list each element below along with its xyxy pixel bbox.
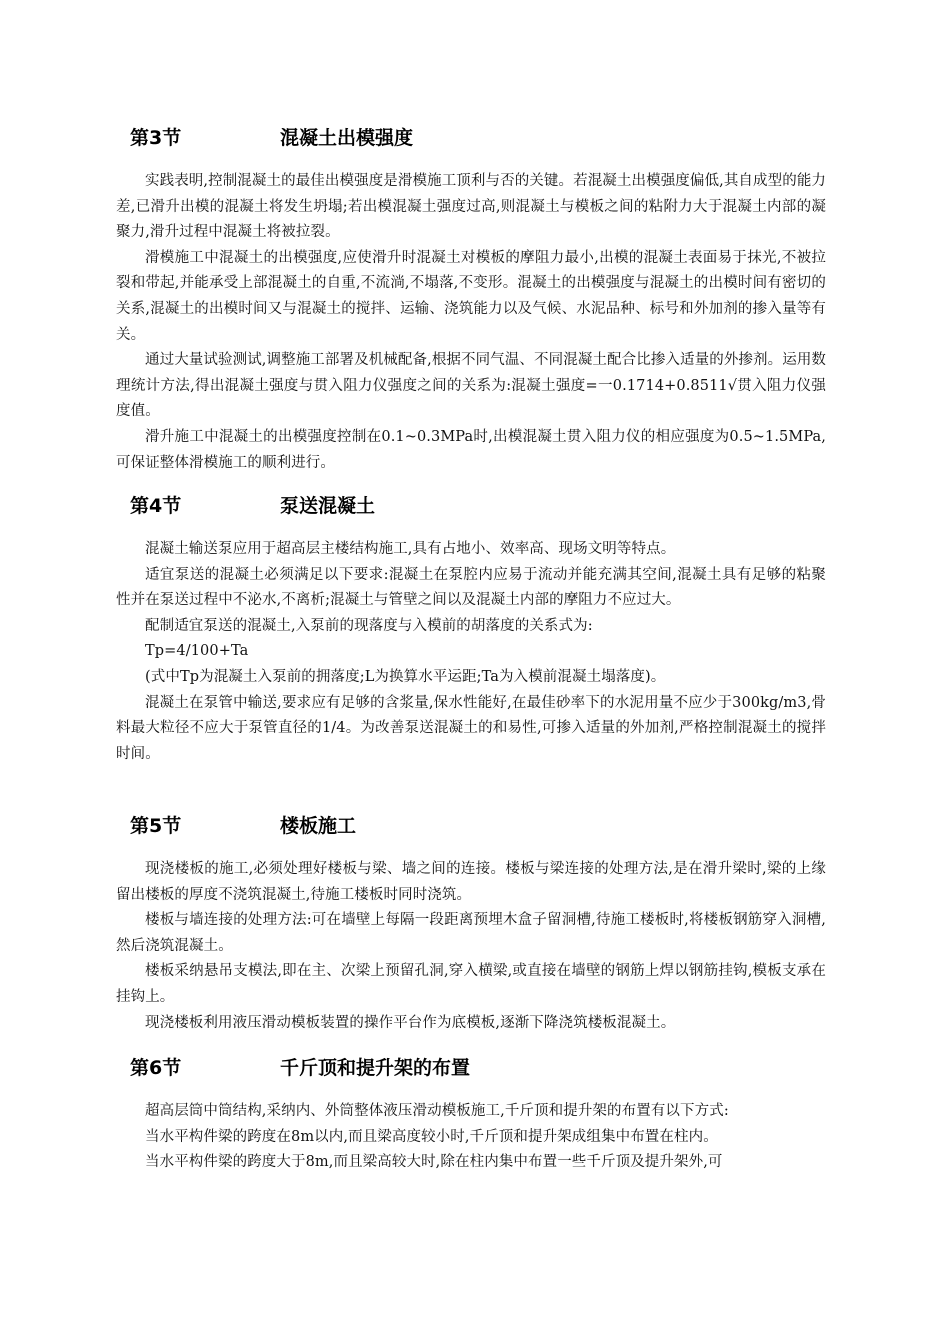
- paragraph: 实践表明,控制混凝土的最佳出模强度是滑模施工顶利与否的关键。若混凝土出模强度偏低,其自成型的能力差,已滑升出模的混凝土将发生坍塌;若出模混凝土强度过高,则混凝土与模板之间的粘附力大于混凝土内部的凝聚力,滑升过程中混凝土将被拉裂。: [116, 173, 827, 241]
- paragraph: (式中Tp为混凝土入泵前的拥落度;L为换算水平运距;Ta为入模前混凝土塌落度)。: [145, 668, 666, 685]
- section-number: 第5节: [130, 815, 182, 837]
- section-heading: [116, 811, 826, 841]
- section-heading: [116, 1053, 826, 1083]
- section-5: [116, 811, 826, 1036]
- paragraph: 通过大量试验测试,调整施工部署及机械配备,根据不同气温、不同混凝土配合比掺入适量的外掺剂。运用数理统计方法,得出混凝土强度与贯入阻力仪强度之间的关系为:混凝土强度=一0.1714+0.8511√贯入阻力仪强度值。: [116, 352, 827, 420]
- section-heading: [116, 123, 826, 153]
- paragraph: 适宜泵送的混凝土必须满足以下要求:混凝土在泵腔内应易于流动并能充满其空间,混凝土具有足够的粘聚性并在泵送过程中不泌水,不离析;混凝土与管壁之间以及混凝土内部的摩阻力不应过大。: [116, 566, 826, 609]
- paragraph: 现浇楼板利用液压滑动模板装置的操作平台作为底模板,逐渐下降浇筑楼板混凝土。: [145, 1014, 676, 1031]
- section-number: 第6节: [130, 1057, 182, 1079]
- section-4: [116, 491, 826, 767]
- paragraph: 现浇楼板的施工,必须处理好楼板与梁、墙之间的连接。楼板与梁连接的处理方法,是在滑升梁时,梁的上缘留出楼板的厚度不浇筑混凝土,待施工楼板时同时浇筑。: [116, 861, 826, 903]
- paragraph: 混凝土输送泵应用于超高层主楼结构施工,具有占地小、效率高、现场文明等特点。: [145, 541, 676, 557]
- paragraph: 混凝土在泵管中输送,要求应有足够的含浆量,保水性能好,在最佳砂率下的水泥用量不应少于300kg/m3,骨料最大粒径不应大于泵管直径的1/4。为改善泵送混凝土的和易性,可掺入适量的外加剂,严格控制混凝土的搅拌时间。: [116, 694, 826, 762]
- section-title: 楼板施工: [280, 815, 357, 837]
- section-title: 混凝土出模强度: [280, 127, 414, 149]
- section-3: [116, 123, 826, 476]
- section-heading: [116, 491, 826, 521]
- paragraph: 当水平构件梁的跨度在8m以内,而且梁高度较小时,千斤顶和提升架成组集中布置在柱内。: [145, 1128, 718, 1145]
- formula: Tp=4/100+Ta: [145, 643, 249, 660]
- section-number: 第3节: [130, 127, 182, 149]
- section-title: 泵送混凝土: [280, 495, 376, 517]
- paragraph: 超高层筒中筒结构,采纳内、外筒整体液压滑动模板施工,千斤顶和提升架的布置有以下方式:: [145, 1103, 729, 1119]
- paragraph: 当水平构件梁的跨度大于8m,而且梁高较大时,除在柱内集中布置一些千斤顶及提升架外,可: [145, 1154, 723, 1171]
- paragraph: 滑升施工中混凝土的出模强度控制在0.1~0.3MPa时,出模混凝土贯入阻力仪的相应强度为0.5~1.5MPa,可保证整体滑模施工的顺利进行。: [116, 428, 826, 471]
- paragraph: 楼板采纳悬吊支模法,即在主、次梁上预留孔洞,穿入横梁,或直接在墙壁的钢筋上焊以钢筋挂钩,模板支承在挂钩上。: [116, 963, 826, 1005]
- paragraph: 滑模施工中混凝土的出模强度,应使滑升时混凝土对模板的摩阻力最小,出模的混凝土表面易于抹光,不被拉裂和带起,并能承受上部混凝土的自重,不流淌,不塌落,不变形。混凝土的出模强度与混凝土的出模时间有密切的关系,混凝土的出模时间又与混凝土的搅拌、运输、浇筑能力以及气候、水泥品种、标号和外加剂的掺入量等有关。: [116, 249, 826, 343]
- section-6: [116, 1053, 826, 1176]
- paragraph: 楼板与墙连接的处理方法:可在墙壁上每隔一段距离预埋木盒子留洞槽,待施工楼板时,将楼板钢筋穿入洞槽,然后浇筑混凝土。: [116, 912, 826, 954]
- section-number: 第4节: [130, 495, 182, 517]
- section-title: 千斤顶和提升架的布置: [280, 1057, 471, 1079]
- paragraph: 配制适宜泵送的混凝土,入泵前的现落度与入模前的胡落度的关系式为:: [145, 617, 593, 634]
